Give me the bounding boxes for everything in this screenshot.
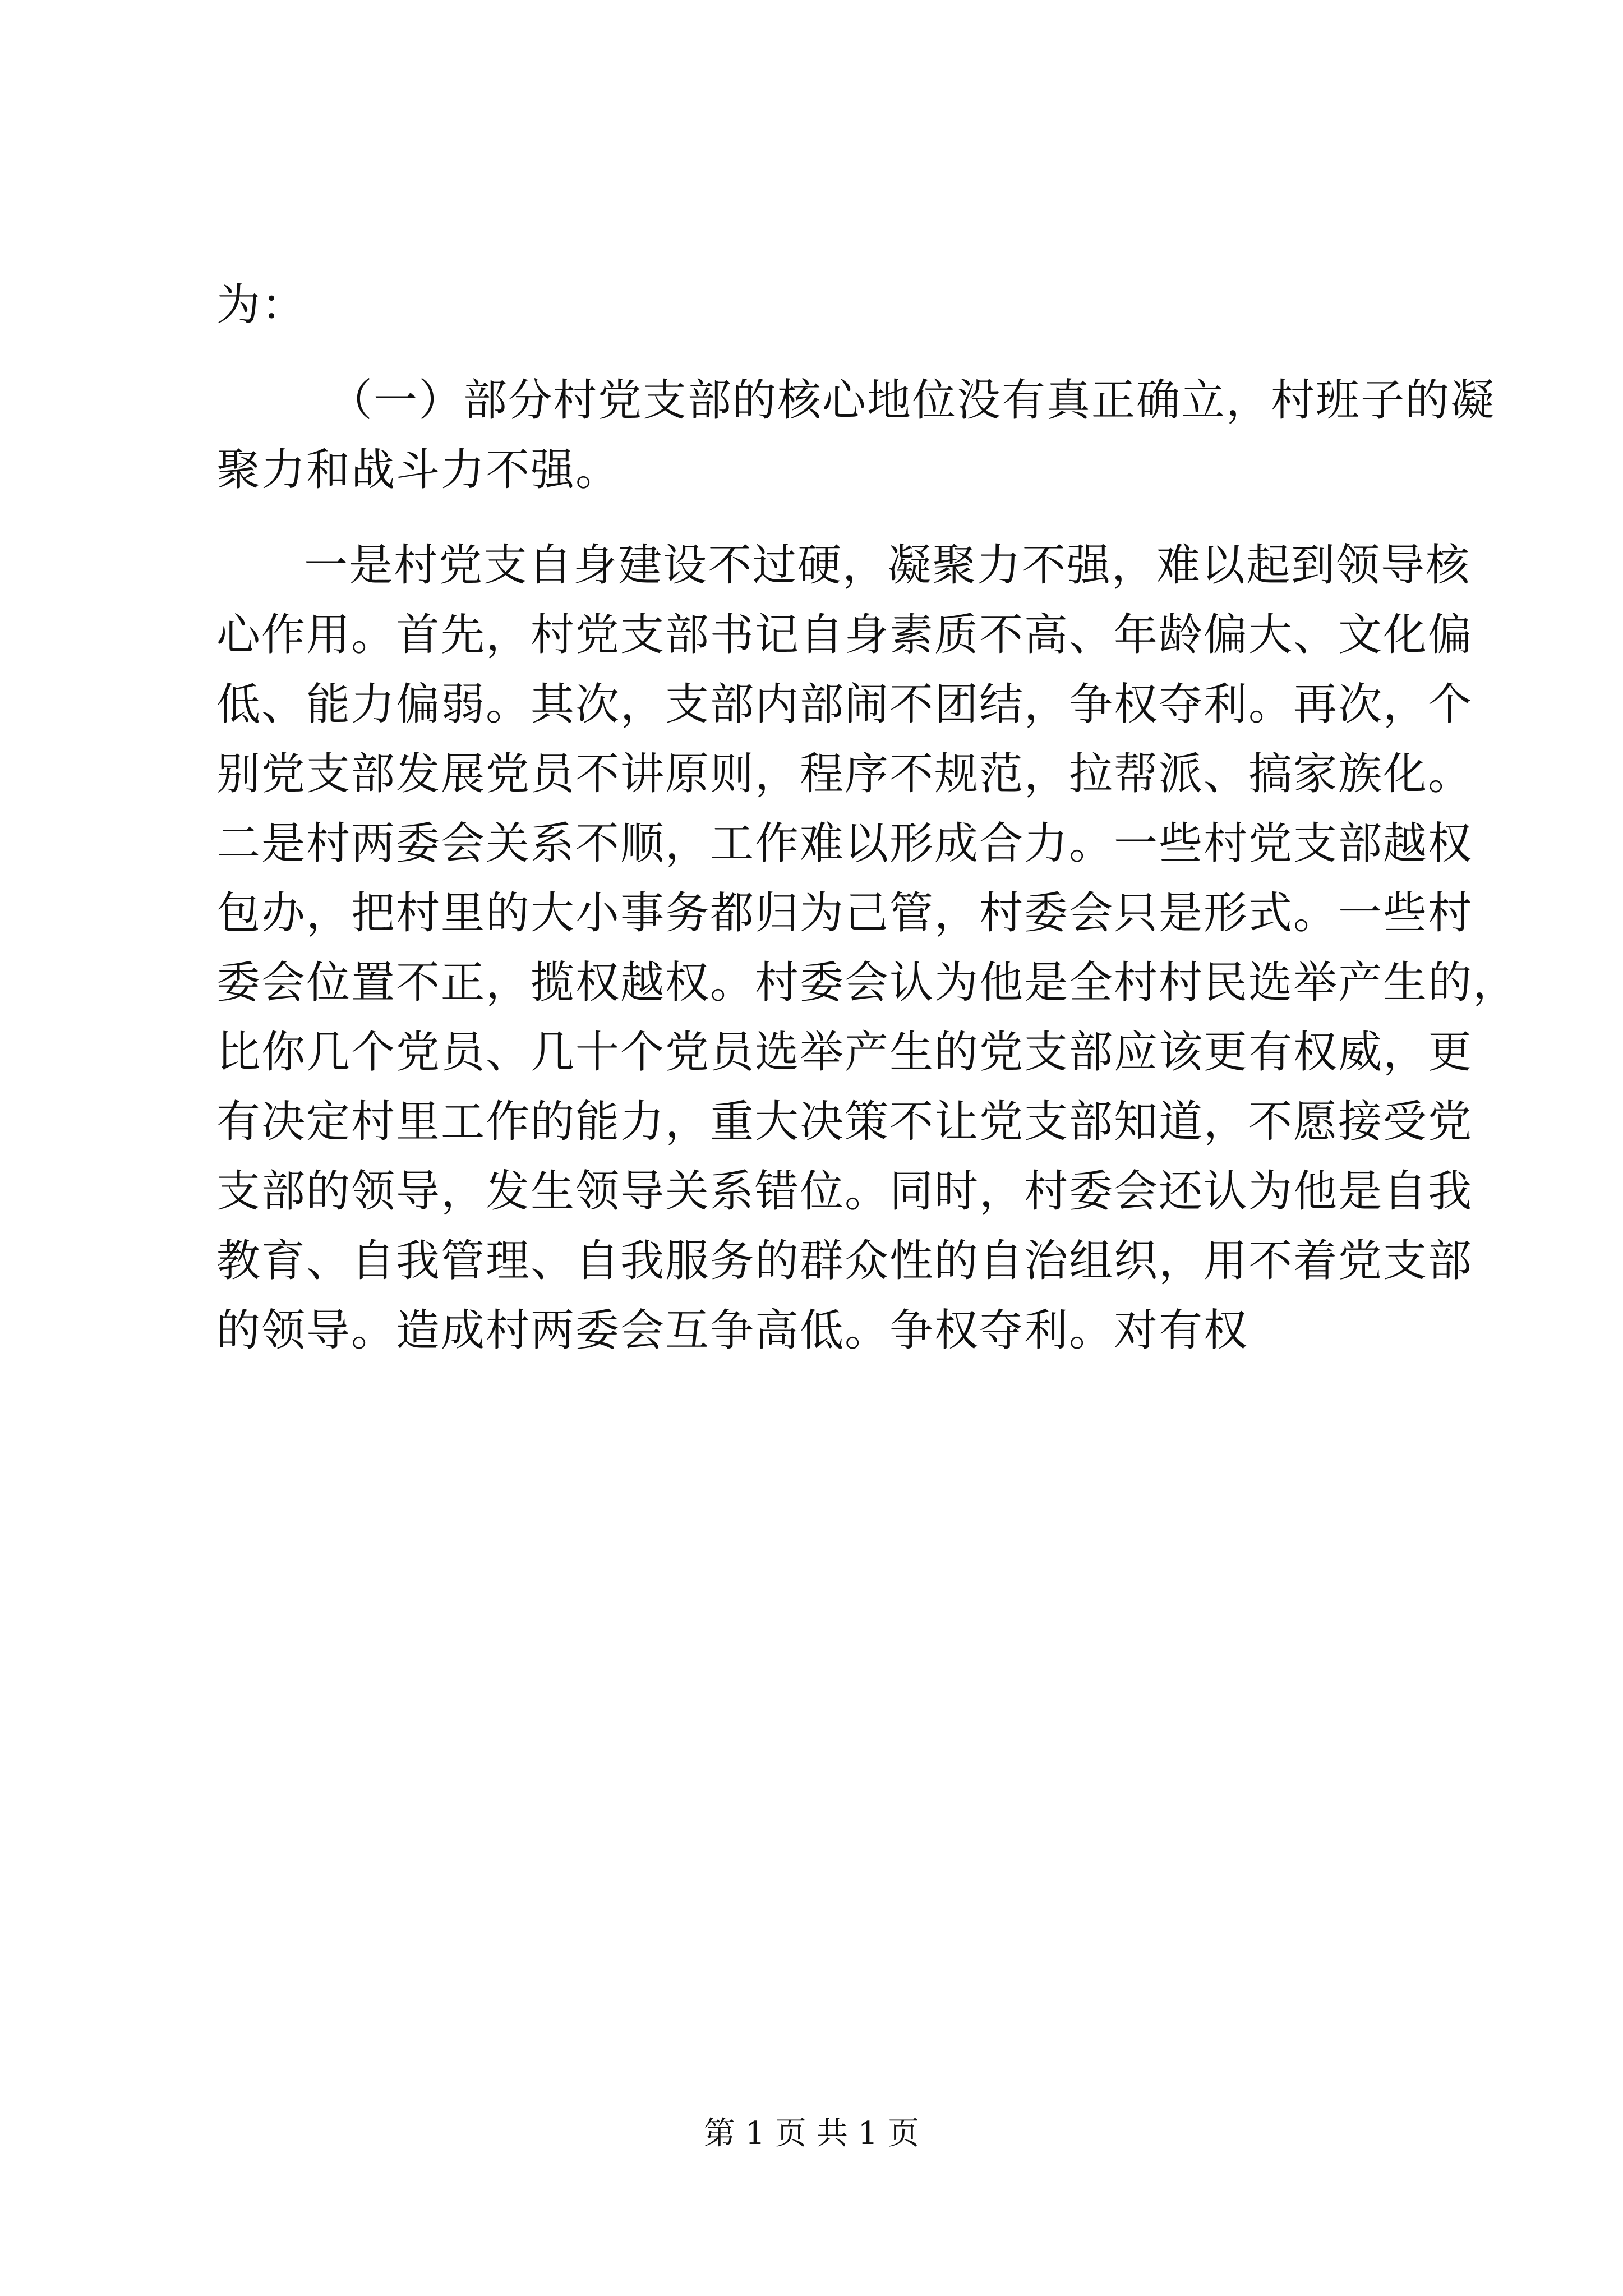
paragraph-line-7: 委会位置不正，揽权越权。村委会认为他是全村村民选举产生的，: [216, 958, 1518, 1008]
paragraph-line-8: 比你几个党员、几十个党员选举产生的党支部应该更有权威，更: [216, 1027, 1473, 1078]
paragraph-line-9: 有决定村里工作的能力，重大决策不让党支部知道，不愿接受党: [216, 1097, 1473, 1147]
paragraph-line-1: 一是村党支自身建设不过硬，凝聚力不强，难以起到领导核: [304, 540, 1471, 591]
text-line-1: 为：: [216, 280, 307, 330]
page-footer: 第 1 页 共 1 页: [703, 2115, 920, 2152]
paragraph-line-5: 二是村两委会关系不顺，工作难以形成合力。一些村党支部越权: [216, 818, 1473, 869]
paragraph-line-6: 包办，把村里的大小事务都归为己管，村委会只是形式。一些村: [216, 888, 1473, 938]
paragraph-line-2: 心作用。首先，村党支部书记自身素质不高、年龄偏大、文化偏: [216, 610, 1473, 660]
section-heading-line-2: 聚力和战斗力不强。: [216, 445, 621, 495]
document-body: [216, 270, 1518, 1365]
paragraph-line-12: 的领导。造成村两委会互争高低。争权夺利。对有权: [216, 1305, 1249, 1356]
section-heading-line-1: （一）部分村党支部的核心地位没有真正确立，村班子的凝: [329, 375, 1496, 426]
paragraph-line-4: 别党支部发展党员不讲原则，程序不规范，拉帮派、搞家族化。: [216, 749, 1473, 799]
paragraph-line-11: 教育、自我管理、自我服务的群众性的自治组织，用不着党支部: [216, 1236, 1473, 1286]
paragraph-line-3: 低、能力偏弱。其次，支部内部闹不团结，争权夺利。再次，个: [216, 679, 1473, 730]
paragraph-line-10: 支部的领导，发生领导关系错位。同时，村委会还认为他是自我: [216, 1166, 1473, 1217]
